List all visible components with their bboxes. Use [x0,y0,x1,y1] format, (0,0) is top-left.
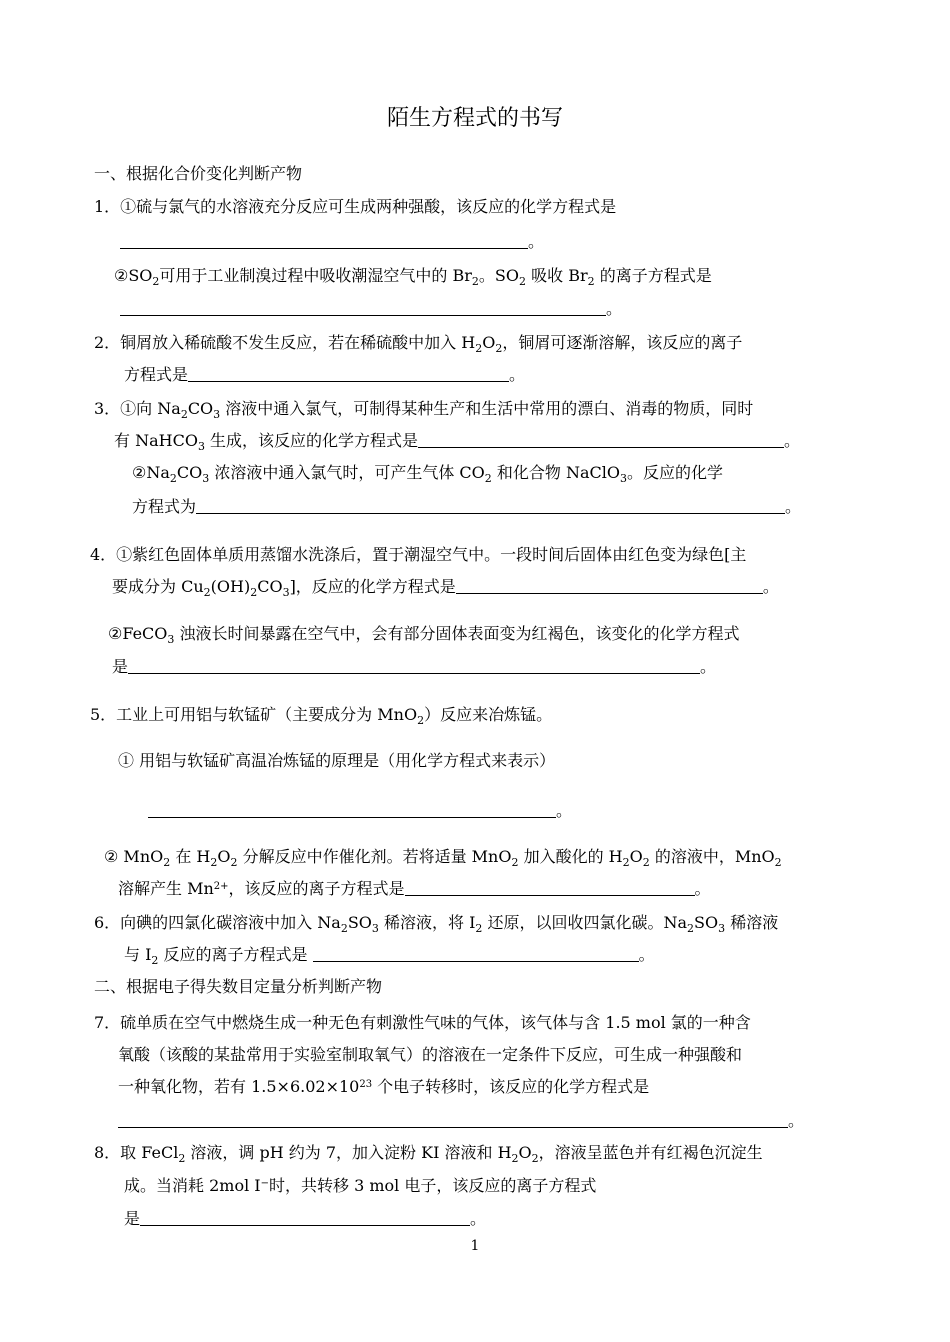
answer-blank[interactable] [405,879,695,896]
question-7-line-a: 7．硫单质在空气中燃烧生成一种无色有刺激性气味的气体，该气体与含 1.5 mol 氯的一种含 [94,1013,751,1032]
section-heading-1: 一、根据化合价变化判断产物 [94,164,303,183]
page-number: 1 [470,1238,480,1254]
answer-blank[interactable] [418,431,784,448]
answer-blank[interactable] [196,497,785,514]
question-1-answer-1: 。 [120,231,544,253]
answer-blank[interactable] [140,1209,470,1226]
question-1-answer-2: 。 [120,298,622,320]
question-1-line-b: $②SO_2$可用于工业制溴过程中吸收潮湿空气中的 $Br_2$。$SO_2$ 吸收 $Br_2$ 的离子方程式是 [114,266,712,288]
question-3-answer-2: 方程式为 。 [132,497,802,516]
question-5-line-a: 5．工业上可用铝与软锰矿（主要成分为 MnO$_2$）反应来冶炼锰。 [90,705,553,727]
question-5-answer-2: 溶解产生 $Mn^{2+}$，该反应的离子方程式是 。 [118,879,711,898]
answer-blank[interactable] [120,299,606,316]
question-6-line-a: 6．向碘的四氯化碳溶液中加入 $Na_2SO_3$ 稀溶液，将 $I_2$ 还原，以回收四氯化碳。$Na_2SO_3$ 稀溶液 [94,913,779,935]
question-5-line-b: ① 用铝与软锰矿高温冶炼锰的原理是（用化学方程式来表示） [118,751,556,770]
question-4-answer-2: 是 。 [112,657,717,676]
answer-blank[interactable] [456,577,763,594]
question-7-line-c: 一种氧化物，若有 $1.5\times 6.02\times 10^{23}$ 个电子转移时，该反应的化学方程式是 [118,1077,650,1096]
question-2-answer: 方程式是 。 [124,365,526,384]
question-8-line-a: 8．取 FeCl$_2$ 溶液，调 pH 约为 7，加入淀粉 KI 溶液和 $H_2O_2$，溶液呈蓝色并有红褐色沉淀生 [94,1143,763,1165]
question-7-answer: 。 [118,1110,804,1132]
question-3-line-a: 3．①向 $Na_2CO_3$ 溶液中通入氯气，可制得某种生产和生活中常用的漂白、消毒的物质，同时 [94,399,754,421]
question-5-answer-1: 。 [148,800,572,822]
question-3-line-c: $②Na_2CO_3$ 浓溶液中通入氯气时，可产生气体 $CO_2$ 和化合物 NaClO$_3$。反应的化学 [132,463,724,485]
section-heading-2: 二、根据电子得失数目定量分析判断产物 [94,977,383,996]
answer-blank[interactable] [313,945,639,962]
question-8-answer: 是 。 [124,1209,487,1228]
question-3-line-b: 有 NaHCO$_3$ 生成，该反应的化学方程式是 。 [114,431,801,453]
question-4-line-c: ②FeCO$_3$ 浊液长时间暴露在空气中，会有部分固体表面变为红褐色，该变化的化学方程式 [108,624,740,646]
question-8-line-b: 成。当消耗 2mol I−时，共转移 3 mol 电子，该反应的离子方程式 [124,1176,597,1195]
question-4-line-b: 要成分为 $Cu_2(OH)_2CO_3$]，反应的化学方程式是 。 [112,577,779,599]
question-5-line-c: ② MnO$_2$ 在 $H_2O_2$ 分解反应中作催化剂。若将适量 MnO$_2$ 加入酸化的 $H_2O_2$ 的溶液中，MnO$_2$ [104,847,782,869]
question-6-answer: 与 $I_2$ 反应的离子方程式是 。 [124,945,655,967]
answer-blank[interactable] [120,232,528,249]
page-title: 陌生方程式的书写 [386,106,563,131]
answer-blank[interactable] [118,1111,788,1128]
answer-blank[interactable] [128,657,700,674]
answer-blank[interactable] [148,801,556,818]
question-1-line-a: 1．①硫与氯气的水溶液充分反应可生成两种强酸，该反应的化学方程式是 [94,197,617,216]
question-2-line-a: 2．铜屑放入稀硫酸不发生反应，若在稀硫酸中加入 $H_2O_2$，铜屑可逐渐溶解，该反应的离子 [94,333,743,355]
question-7-line-b: 氧酸（该酸的某盐常用于实验室制取氧气）的溶液在一定条件下反应，可生成一种强酸和 [118,1045,743,1064]
question-4-line-a: 4．①紫红色固体单质用蒸馏水洗涤后，置于潮湿空气中。一段时间后固体由红色变为绿色[主 [90,545,747,564]
answer-blank[interactable] [188,365,509,382]
